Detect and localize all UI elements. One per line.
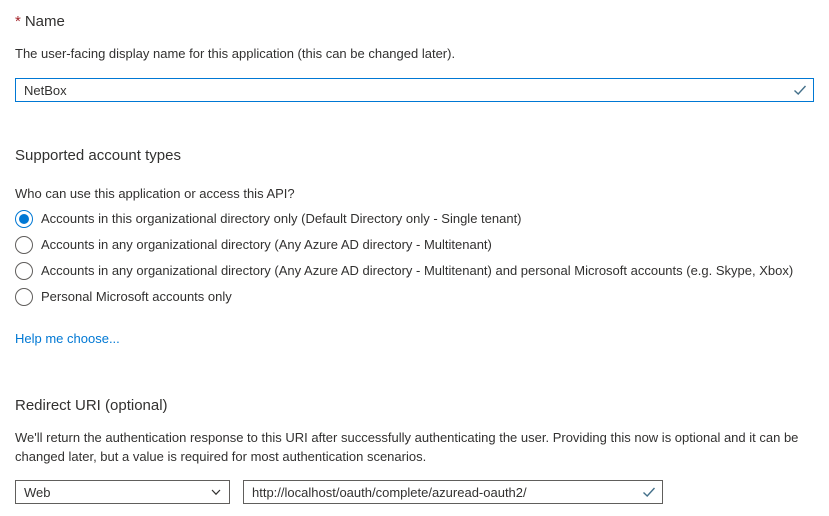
name-field-label bbox=[15, 12, 814, 32]
redirect-uri-section bbox=[15, 396, 814, 504]
radio-option-label: Accounts in any organizational directory (Any Azure AD directory - Multitenant) bbox=[41, 237, 492, 252]
account-types-radio-group bbox=[15, 210, 814, 306]
chevron-down-icon bbox=[210, 486, 222, 498]
radio-button-icon bbox=[15, 288, 33, 306]
radio-option-single-tenant[interactable] bbox=[15, 210, 814, 228]
name-label-text: Name bbox=[24, 13, 65, 30]
radio-option-label: Accounts in any organizational directory (Any Azure AD directory - Multitenant) and personal Microsoft accounts (e.g. Skype, Xbox) bbox=[41, 263, 794, 278]
name-input-wrapper bbox=[15, 78, 814, 102]
name-section bbox=[15, 12, 814, 102]
radio-option-label: Accounts in this organizational directory only (Default Directory only - Single tenant) bbox=[41, 211, 522, 226]
platform-selected-value: Web bbox=[24, 484, 51, 500]
help-me-choose-link[interactable]: Help me choose... bbox=[15, 331, 120, 346]
name-input[interactable] bbox=[16, 79, 813, 101]
radio-button-icon bbox=[15, 262, 33, 280]
redirect-uri-input[interactable] bbox=[244, 481, 662, 503]
required-asterisk: * bbox=[15, 13, 21, 30]
redirect-uri-title: Redirect URI (optional) bbox=[15, 397, 168, 414]
account-types-question: Who can use this application or access this API? bbox=[15, 186, 295, 201]
redirect-uri-description: We'll return the authentication response to this URI after successfully authenticating the user. Providing this now is optional and it can be changed later, but a value is required for most authentication scenarios. bbox=[15, 430, 799, 464]
platform-select-dropdown[interactable] bbox=[15, 480, 230, 504]
supported-account-types-section bbox=[15, 146, 814, 348]
radio-button-icon bbox=[15, 236, 33, 254]
radio-option-multitenant-personal[interactable] bbox=[15, 262, 814, 280]
redirect-uri-row bbox=[15, 480, 814, 504]
account-types-title: Supported account types bbox=[15, 147, 181, 164]
radio-option-label: Personal Microsoft accounts only bbox=[41, 289, 232, 304]
radio-option-multitenant[interactable] bbox=[15, 236, 814, 254]
name-description: The user-facing display name for this application (this can be changed later). bbox=[15, 46, 456, 61]
radio-button-icon bbox=[15, 210, 33, 228]
redirect-uri-input-wrapper bbox=[243, 480, 663, 504]
radio-option-personal-only[interactable] bbox=[15, 288, 814, 306]
